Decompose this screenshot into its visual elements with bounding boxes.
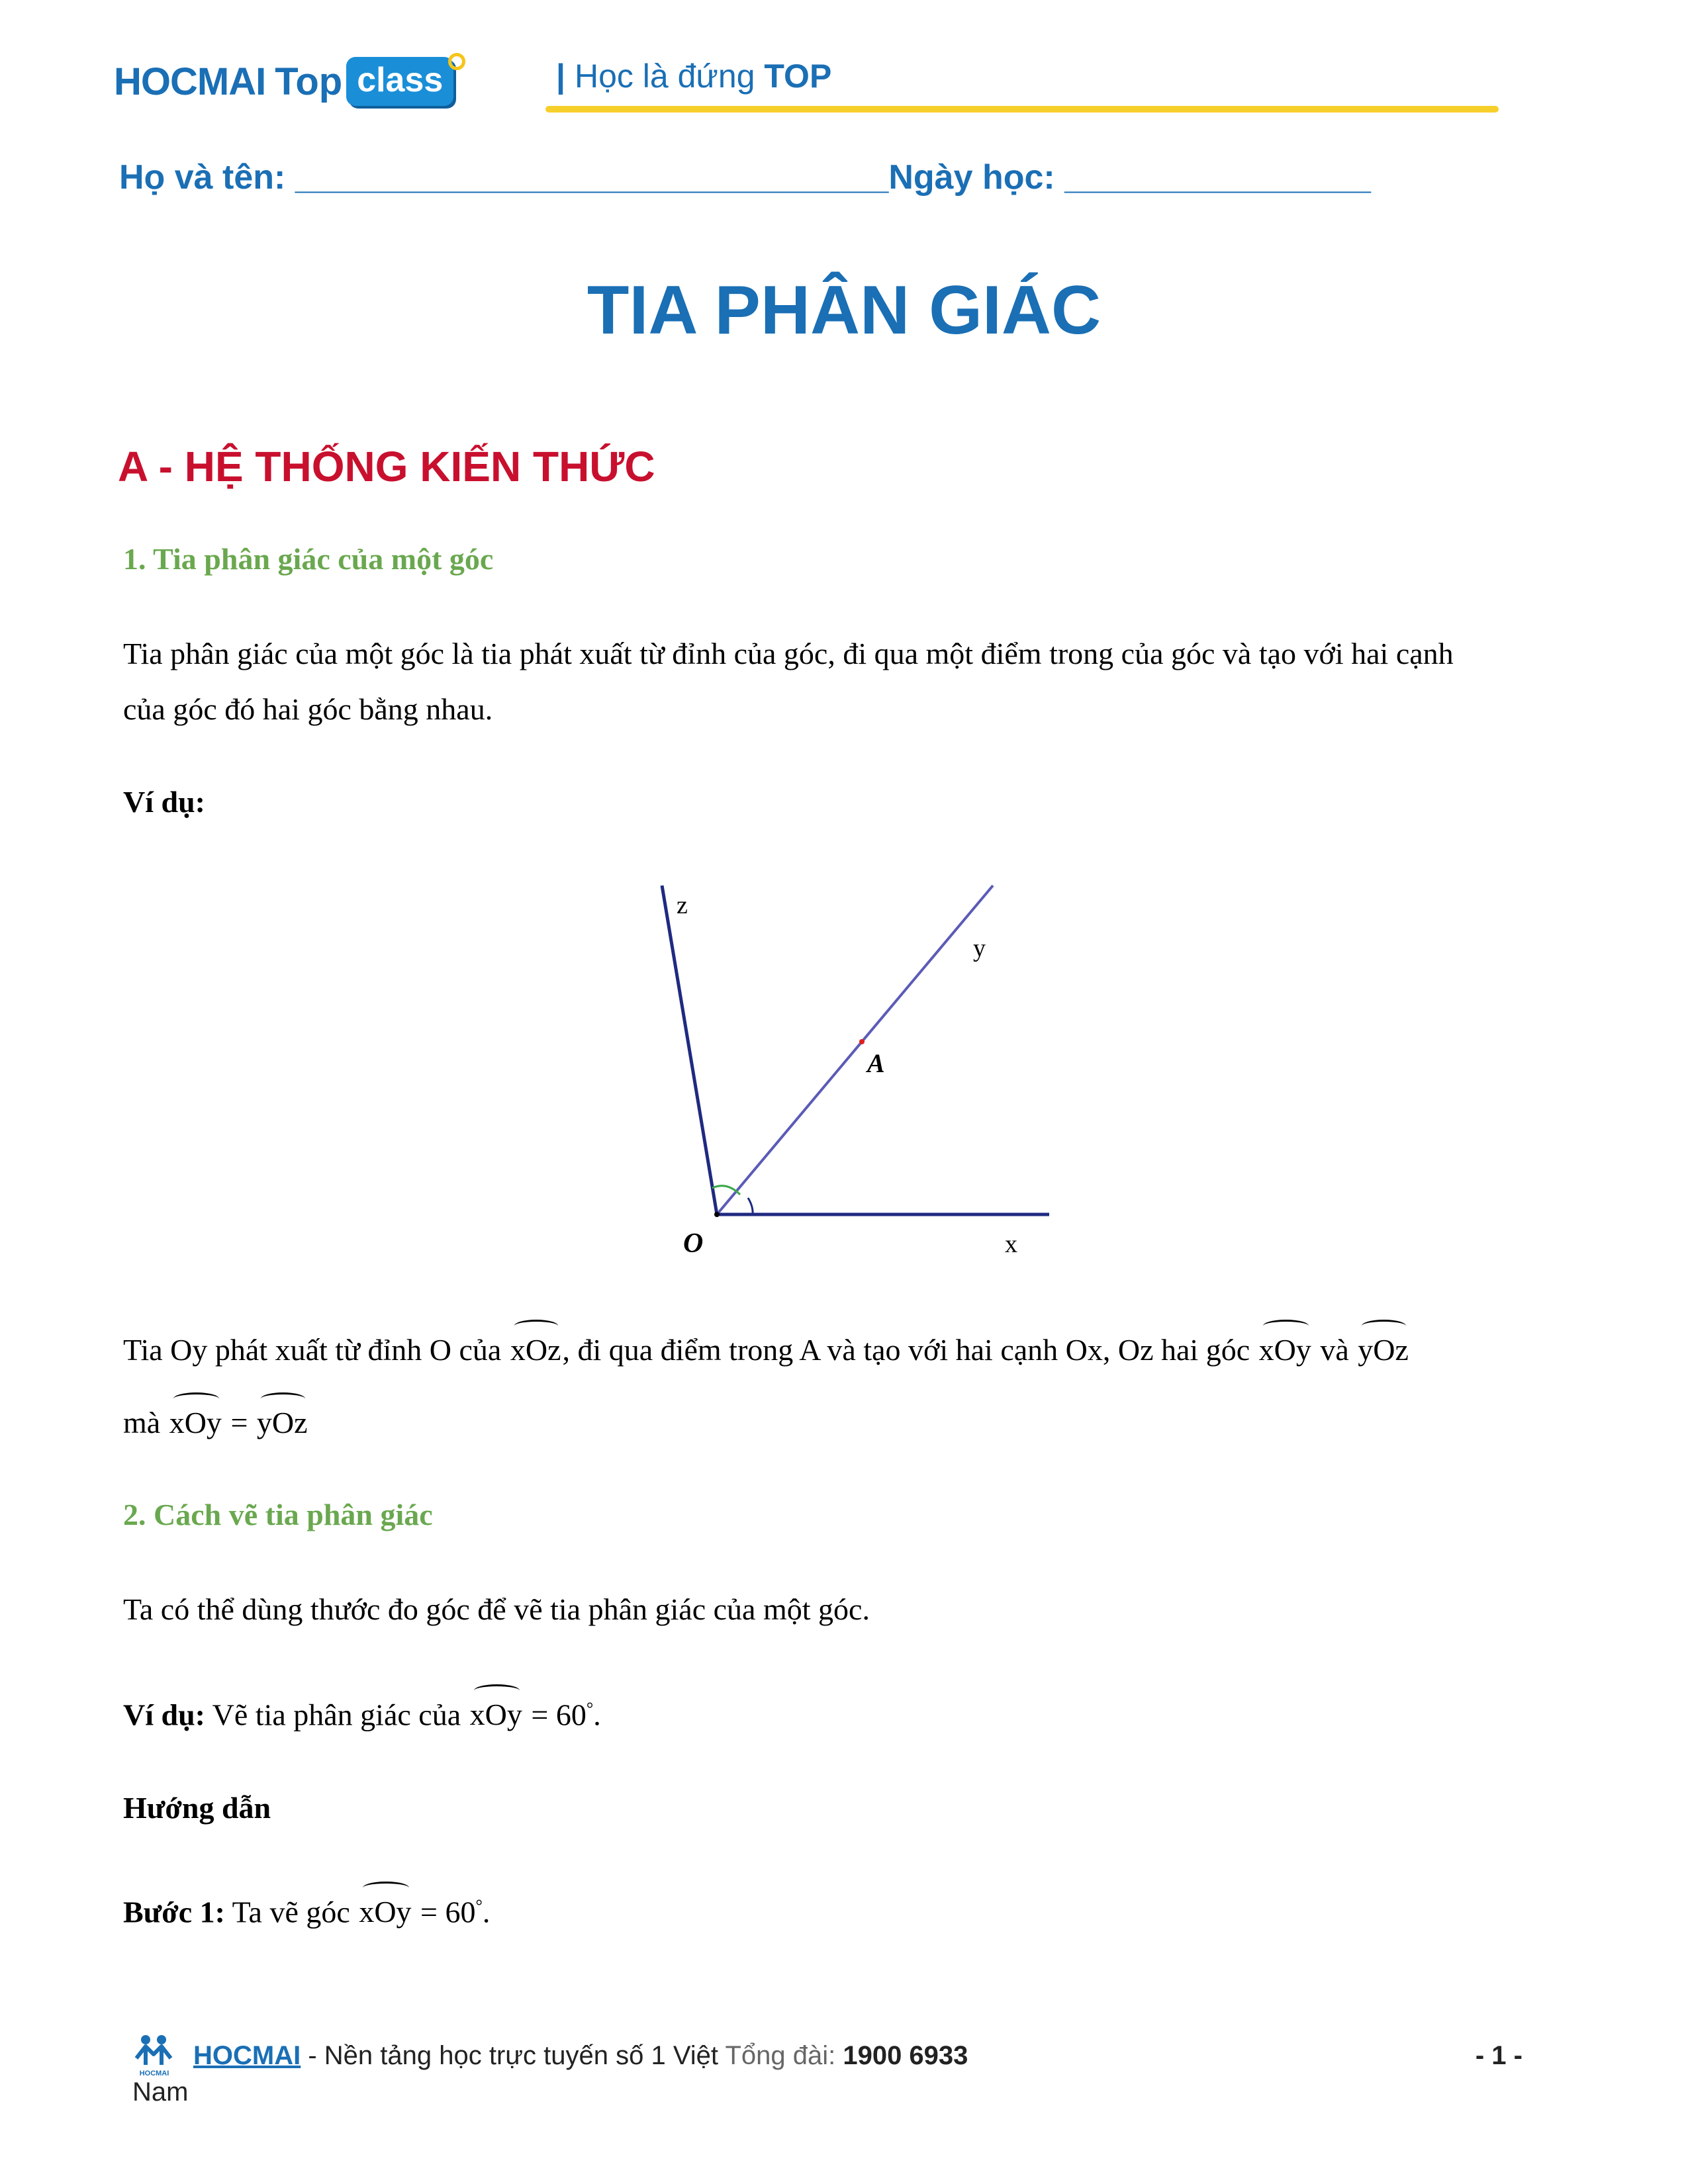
hocmai-topclass-logo	[114, 52, 465, 111]
footer-wrap-text: Nam	[132, 2077, 189, 2107]
equals-sign: =	[222, 1406, 256, 1439]
degree-symbol: °	[586, 1699, 594, 1718]
angle-xoz: xOz	[509, 1322, 563, 1378]
and-word: và	[1312, 1333, 1357, 1367]
hotline-label: Tổng đài:	[725, 2041, 843, 2070]
step-1-period: .	[482, 1895, 491, 1929]
period: .	[593, 1698, 601, 1732]
explanation-line-2	[123, 1395, 309, 1451]
footer-text: - Nền tảng học trực tuyến số 1 Việt	[301, 2041, 726, 2070]
guide-heading: Hướng dẫn	[123, 1791, 271, 1825]
example-label-2: Ví dụ:	[123, 1698, 205, 1732]
angle-xoy-60: xOy	[469, 1687, 524, 1743]
label-a: A	[867, 1048, 885, 1078]
angle-arc-yox	[748, 1198, 753, 1214]
logo-hocmai-text: HOCMAI	[114, 60, 266, 103]
date-label: Ngày học:	[888, 158, 1065, 197]
definition-line-2: của góc đó hai góc bằng nhau.	[123, 692, 493, 726]
student-info-row	[119, 158, 1371, 197]
value-60: = 60	[523, 1698, 586, 1732]
date-blank: ________________	[1064, 158, 1371, 197]
slogan-text: Học là đứng	[575, 58, 755, 95]
label-o: O	[683, 1228, 704, 1257]
step-1-line	[123, 1878, 490, 1940]
definition-line-1: Tia phân giác của một góc là tia phát xuất từ đỉnh của góc, đi qua một điểm trong của góc và tạo với hai cạnh	[123, 637, 1454, 670]
step-1-text: Ta vẽ góc	[225, 1895, 358, 1929]
point-a	[859, 1039, 865, 1044]
ray-oy	[717, 886, 993, 1214]
explanation-part-2: , đi qua điểm trong A và tạo với hai cạnh Ox, Oz hai góc	[562, 1333, 1258, 1367]
page-number: - 1 -	[1475, 2041, 1523, 2070]
example-label-1: Ví dụ:	[123, 785, 205, 819]
hotline-number: 1900 6933	[843, 2041, 968, 2070]
method-line: Ta có thể dùng thước đo góc để vẽ tia phân giác của một góc.	[123, 1592, 870, 1626]
footer-brand-link[interactable]: HOCMAI	[193, 2041, 301, 2070]
definition-paragraph	[123, 626, 1579, 737]
slogan-underline	[545, 106, 1499, 113]
logo-top-text: Top	[275, 60, 343, 103]
angle-yoz: yOz	[1356, 1322, 1410, 1378]
angle-xoy-eq: xOy	[168, 1395, 223, 1451]
label-y: y	[973, 934, 986, 962]
ma-word: mà	[123, 1406, 168, 1439]
step-1-degree: °	[475, 1896, 483, 1915]
slogan	[556, 57, 831, 95]
label-z: z	[677, 891, 688, 919]
subheading-2: 2. Cách vẽ tia phân giác	[123, 1498, 433, 1531]
subheading-1: 1. Tia phân giác của một góc	[123, 542, 494, 576]
label-x: x	[1005, 1230, 1017, 1257]
name-blank: _______________________________	[295, 158, 889, 197]
slogan-top: TOP	[764, 58, 832, 95]
angle-xoy: xOy	[1258, 1322, 1313, 1378]
point-o	[714, 1212, 720, 1217]
footer	[132, 2041, 1523, 2107]
step-1-angle: xOy	[357, 1884, 412, 1940]
slogan-divider: |	[556, 58, 565, 95]
angle-yoz-eq: yOz	[256, 1395, 309, 1451]
section-a-heading: A - HỆ THỐNG KIẾN THỨC	[118, 443, 655, 490]
step-1-value: = 60	[412, 1895, 476, 1929]
small-logo-text: HOCMAI	[139, 2070, 169, 2077]
explanation-line-1	[123, 1322, 1410, 1378]
explanation-part-1: Tia Oy phát xuất từ đỉnh O của	[123, 1333, 509, 1367]
page-title: TIA PHÂN GIÁC	[586, 272, 1102, 349]
example-2-line	[123, 1681, 601, 1743]
example-2-text: Vẽ tia phân giác của	[205, 1698, 469, 1732]
step-1-label: Bước 1:	[123, 1895, 225, 1929]
ray-oz	[662, 886, 717, 1214]
sun-icon	[448, 53, 465, 70]
angle-bisector-figure	[649, 874, 1059, 1257]
logo-class-badge: class	[346, 57, 453, 106]
name-label: Họ và tên:	[119, 158, 295, 197]
